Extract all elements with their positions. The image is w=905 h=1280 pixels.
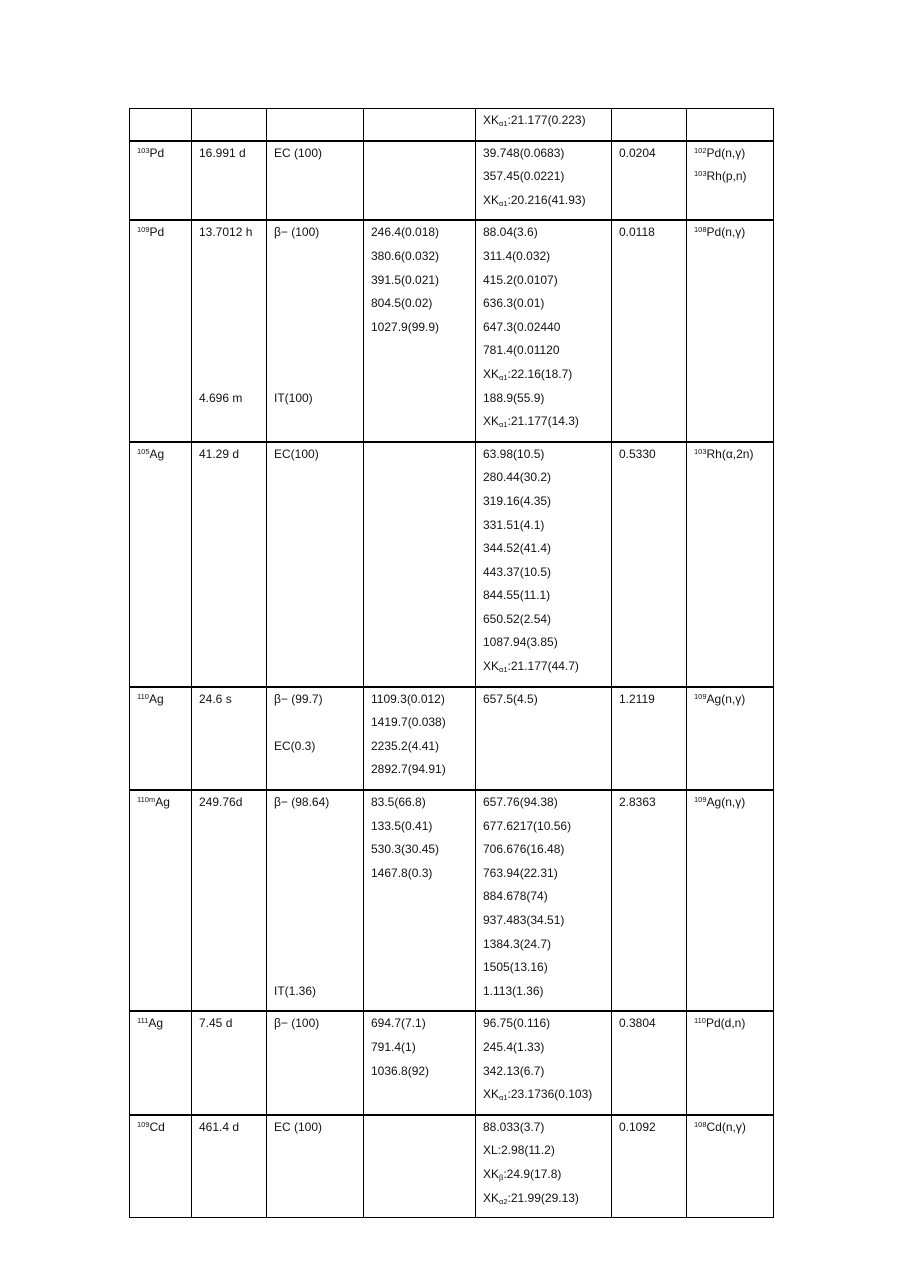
gamma-energy-value xyxy=(483,146,611,170)
gamma-subscript: β xyxy=(499,1172,504,1182)
gamma-energy-value xyxy=(483,494,611,518)
blank-line xyxy=(199,343,266,367)
gamma-energy-value xyxy=(483,1087,611,1111)
gamma-energy-value xyxy=(483,296,611,320)
gamma-energy-value xyxy=(483,1191,611,1215)
gamma-subscript: α1 xyxy=(499,665,508,675)
nuclide-label xyxy=(137,146,191,170)
table-row xyxy=(130,109,774,141)
gamma-text: 844.55(11.1) xyxy=(483,588,551,603)
gamma-energy-value xyxy=(483,913,611,937)
gamma-text: XL:2.98(11.2) xyxy=(483,1143,555,1158)
beta-energy-cell xyxy=(364,220,476,441)
gamma-subscript: α2 xyxy=(499,1196,508,1206)
production-reaction xyxy=(694,225,773,249)
production-reaction xyxy=(694,795,773,819)
decay-mode-value: EC (100) xyxy=(274,1119,323,1134)
gamma-energy-value xyxy=(483,113,611,137)
blank-line xyxy=(274,249,363,273)
gamma-energy-cell xyxy=(476,687,612,790)
production-text: Pd(n,γ) xyxy=(706,225,746,240)
beta-energy-value: 804.5(0.02) xyxy=(371,296,433,311)
production-cell xyxy=(687,220,774,441)
production-mass: 108 xyxy=(694,1119,707,1129)
gamma-text: 319.16(4.35) xyxy=(483,493,552,508)
gamma-energy-value xyxy=(483,320,611,344)
decay-mode-value: β− (98.64) xyxy=(274,795,330,810)
gamma-energy-value xyxy=(483,1040,611,1064)
production-cell xyxy=(687,1115,774,1218)
gamma-text: 188.9(55.9) xyxy=(483,390,545,405)
gamma-text: 650.52(2.54) xyxy=(483,611,552,626)
gamma-energy-value xyxy=(483,984,611,1008)
beta-energy-value: 380.6(0.032) xyxy=(371,248,440,263)
gamma-text: :21.177(14.3) xyxy=(507,414,579,429)
gamma-text: 884.678(74) xyxy=(483,889,548,904)
table-body xyxy=(130,109,774,1218)
gamma-energy-value xyxy=(483,343,611,367)
beta-energy-value: 391.5(0.021) xyxy=(371,272,440,287)
gamma-text: 88.04(3.6) xyxy=(483,225,538,240)
gamma-text: 636.3(0.01) xyxy=(483,296,545,311)
nuclide-mass: 111 xyxy=(137,1016,149,1026)
q-value-cell xyxy=(612,442,687,687)
gamma-text: 1.113(1.36) xyxy=(483,983,544,998)
decay-mode-value: β− (100) xyxy=(274,225,320,240)
blank-line xyxy=(274,819,363,843)
q-value-cell xyxy=(612,1115,687,1218)
q-value: 0.3804 xyxy=(619,1016,656,1031)
production-reaction xyxy=(694,1120,773,1144)
nuclide-label xyxy=(137,1120,191,1144)
gamma-text: :20.216(41.93) xyxy=(507,192,586,207)
decay-mode-cell xyxy=(267,141,364,221)
nuclide-mass: 110m xyxy=(137,795,156,805)
production-mass: 108 xyxy=(694,225,707,235)
nuclide-symbol: Pd xyxy=(149,145,165,160)
blank-line xyxy=(274,320,363,344)
gamma-text: XK xyxy=(483,1166,500,1181)
blank-line xyxy=(199,320,266,344)
gamma-text: :24.9(17.8) xyxy=(503,1166,562,1181)
gamma-energy-value xyxy=(483,249,611,273)
beta-energy-value: 1036.8(92) xyxy=(371,1063,430,1078)
gamma-energy-value xyxy=(483,1064,611,1088)
gamma-energy-value xyxy=(483,937,611,961)
gamma-text: :21.177(0.223) xyxy=(507,113,586,127)
blank-line xyxy=(274,842,363,866)
gamma-text: 245.4(1.33) xyxy=(483,1039,545,1054)
gamma-text: 763.94(22.31) xyxy=(483,865,558,880)
production-cell xyxy=(687,790,774,1011)
gamma-text: 39.748(0.0683) xyxy=(483,145,565,160)
beta-energy-cell xyxy=(364,790,476,1011)
nuclide-cell xyxy=(130,1115,192,1218)
gamma-text: 63.98(10.5) xyxy=(483,446,545,461)
gamma-text: 937.483(34.51) xyxy=(483,913,565,927)
production-mass: 103 xyxy=(694,169,707,179)
production-text: Rh(α,2n) xyxy=(706,446,754,461)
table-row xyxy=(130,790,774,1011)
production-mass: 102 xyxy=(694,145,707,155)
gamma-text: XK xyxy=(483,113,500,127)
gamma-text: 706.676(16.48) xyxy=(483,842,565,857)
halflife-cell xyxy=(192,442,267,687)
gamma-energy-value xyxy=(483,518,611,542)
beta-energy-value: 1109.3(0.012) xyxy=(371,691,445,706)
q-value-cell xyxy=(612,790,687,1011)
nuclide-cell xyxy=(130,141,192,221)
halflife-cell xyxy=(192,687,267,790)
gamma-energy-value xyxy=(483,819,611,843)
q-value-cell xyxy=(612,687,687,790)
halflife-cell xyxy=(192,790,267,1011)
nuclide-cell xyxy=(130,687,192,790)
production-mass: 110 xyxy=(694,1016,706,1026)
nuclide-mass: 103 xyxy=(137,145,150,155)
production-text: Cd(n,γ) xyxy=(706,1119,746,1134)
blank-line xyxy=(199,296,266,320)
q-value: 1.2119 xyxy=(619,691,655,706)
decay-mode-cell xyxy=(267,1011,364,1114)
nuclide-cell xyxy=(130,1011,192,1114)
beta-energy-value: 530.3(30.45) xyxy=(371,842,440,857)
nuclide-label xyxy=(137,795,191,819)
nuclide-mass: 109 xyxy=(137,1119,150,1129)
nuclide-symbol: Ag xyxy=(148,691,164,706)
nuclide-symbol: Ag xyxy=(148,1016,164,1031)
q-value-cell xyxy=(612,1011,687,1114)
table-row xyxy=(130,1115,774,1218)
blank-line xyxy=(274,937,363,961)
gamma-energy-value xyxy=(483,225,611,249)
gamma-text: :22.16(18.7) xyxy=(507,366,573,381)
blank-line xyxy=(274,715,363,739)
table-row xyxy=(130,687,774,790)
gamma-text: :21.99(29.13) xyxy=(507,1190,579,1205)
decay-mode-cell xyxy=(267,442,364,687)
gamma-energy-cell xyxy=(476,442,612,687)
gamma-energy-value xyxy=(483,391,611,415)
halflife-cell xyxy=(192,220,267,441)
beta-energy-cell xyxy=(364,687,476,790)
gamma-text: XK xyxy=(483,366,500,381)
production-text: Ag(n,γ) xyxy=(706,795,746,810)
gamma-energy-cell xyxy=(476,220,612,441)
gamma-text: 1384.3(24.7) xyxy=(483,936,552,951)
halflife-cell xyxy=(192,1011,267,1114)
beta-energy-value: 791.4(1) xyxy=(371,1039,416,1054)
gamma-energy-value xyxy=(483,1167,611,1191)
gamma-energy-value xyxy=(483,447,611,471)
gamma-text: 1505(13.16) xyxy=(483,960,548,975)
production-text: Pd(d,n) xyxy=(705,1016,746,1031)
nuclide-symbol: Pd xyxy=(149,225,165,240)
q-value: 2.8363 xyxy=(619,795,656,810)
beta-energy-value: 133.5(0.41) xyxy=(371,818,433,833)
gamma-text: 1087.94(3.85) xyxy=(483,635,558,650)
nuclide-mass: 110 xyxy=(137,691,149,701)
gamma-text: 443.37(10.5) xyxy=(483,564,552,579)
gamma-energy-value xyxy=(483,659,611,683)
gamma-text: 357.45(0.0221) xyxy=(483,169,565,184)
decay-mode-value: EC(100) xyxy=(274,446,319,461)
gamma-energy-value xyxy=(483,414,611,438)
nuclide-symbol: Cd xyxy=(149,1119,165,1134)
blank-line xyxy=(274,889,363,913)
gamma-text: 344.52(41.4) xyxy=(483,541,552,556)
table-row xyxy=(130,220,774,441)
beta-energy-value: 83.5(66.8) xyxy=(371,795,426,810)
decay-mode-value: EC (100) xyxy=(274,145,323,160)
gamma-energy-value xyxy=(483,612,611,636)
beta-energy-value: 1027.9(99.9) xyxy=(371,319,440,334)
decay-mode-cell xyxy=(267,220,364,441)
nuclide-mass: 105 xyxy=(137,446,150,456)
beta-energy-value: 2892.7(94.91) xyxy=(371,762,446,777)
q-value: 0.0204 xyxy=(619,145,656,160)
blank-line xyxy=(274,866,363,890)
gamma-text: 677.6217(10.56) xyxy=(483,818,572,833)
gamma-energy-cell xyxy=(476,109,612,141)
gamma-energy-cell xyxy=(476,1115,612,1218)
table-row xyxy=(130,141,774,221)
gamma-subscript: α1 xyxy=(499,1093,508,1103)
decay-mode-cell xyxy=(267,790,364,1011)
gamma-energy-value xyxy=(483,692,611,716)
production-reaction xyxy=(694,146,773,170)
gamma-text: 331.51(4.1) xyxy=(483,517,545,532)
gamma-subscript: α1 xyxy=(499,119,508,128)
gamma-subscript: α1 xyxy=(499,198,508,208)
gamma-text: XK xyxy=(483,1087,500,1102)
gamma-energy-value xyxy=(483,588,611,612)
blank-line xyxy=(199,273,266,297)
gamma-subscript: α1 xyxy=(499,372,508,382)
nuclide-cell xyxy=(130,442,192,687)
decay-mode-value: β− (100) xyxy=(274,1016,320,1031)
gamma-energy-value xyxy=(483,1120,611,1144)
nuclide-label xyxy=(137,447,191,471)
gamma-energy-value xyxy=(483,842,611,866)
blank-line xyxy=(274,343,363,367)
decay-mode-value: β− (99.7) xyxy=(274,691,323,706)
gamma-energy-value xyxy=(483,1143,611,1167)
production-mass: 109 xyxy=(694,691,707,701)
gamma-text: 657.5(4.5) xyxy=(483,691,538,706)
gamma-energy-value xyxy=(483,795,611,819)
decay-mode-value: EC(0.3) xyxy=(274,738,316,753)
blank-line xyxy=(199,367,266,391)
halflife-value: 13.7012 h xyxy=(199,225,253,240)
gamma-energy-value xyxy=(483,169,611,193)
gamma-energy-value xyxy=(483,470,611,494)
halflife-cell xyxy=(192,141,267,221)
production-reaction xyxy=(694,1016,773,1040)
gamma-text: 96.75(0.116) xyxy=(483,1016,551,1031)
nuclide-symbol: Ag xyxy=(149,446,165,461)
gamma-energy-value xyxy=(483,889,611,913)
production-text: Ag(n,γ) xyxy=(706,691,746,706)
gamma-subscript: α1 xyxy=(499,420,508,430)
decay-mode-value: IT(100) xyxy=(274,390,313,405)
nuclide-data-table xyxy=(129,108,774,1218)
nuclide-cell xyxy=(130,220,192,441)
nuclide-mass: 109 xyxy=(137,225,150,235)
gamma-energy-cell xyxy=(476,141,612,221)
beta-energy-value: 246.4(0.018) xyxy=(371,225,440,240)
gamma-text: :21.177(44.7) xyxy=(507,659,579,674)
q-value: 0.0118 xyxy=(619,225,655,240)
gamma-text: 342.13(6.7) xyxy=(483,1063,545,1078)
halflife-value: 461.4 d xyxy=(199,1119,240,1134)
gamma-text: XK xyxy=(483,414,500,429)
beta-energy-value: 1419.7(0.038) xyxy=(371,715,446,730)
nuclide-cell xyxy=(130,109,192,141)
gamma-text: 311.4(0.032) xyxy=(483,248,551,263)
production-text: Rh(p,n) xyxy=(706,169,747,184)
nuclide-label xyxy=(137,225,191,249)
gamma-energy-value xyxy=(483,273,611,297)
q-value: 0.1092 xyxy=(619,1119,656,1134)
gamma-energy-value xyxy=(483,635,611,659)
nuclide-symbol: Ag xyxy=(155,795,170,810)
gamma-text: XK xyxy=(483,1190,500,1205)
nuclide-label xyxy=(137,692,191,716)
beta-energy-value: 1467.8(0.3) xyxy=(371,865,433,880)
production-text: Pd(n,γ) xyxy=(706,145,746,160)
blank-line xyxy=(274,913,363,937)
gamma-energy-value xyxy=(483,541,611,565)
blank-line xyxy=(274,960,363,984)
decay-mode-value: IT(1.36) xyxy=(274,983,317,998)
decay-mode-cell xyxy=(267,687,364,790)
q-value-cell xyxy=(612,141,687,221)
beta-energy-cell xyxy=(364,442,476,687)
gamma-text: 647.3(0.02440 xyxy=(483,319,561,334)
gamma-energy-value xyxy=(483,866,611,890)
blank-line xyxy=(137,113,191,137)
decay-mode-cell xyxy=(267,109,364,141)
blank-line xyxy=(274,367,363,391)
blank-line xyxy=(274,273,363,297)
nuclide-cell xyxy=(130,790,192,1011)
halflife-value: 4.696 m xyxy=(199,390,243,405)
gamma-energy-value xyxy=(483,367,611,391)
gamma-energy-value xyxy=(483,1016,611,1040)
table-row xyxy=(130,442,774,687)
q-value-cell xyxy=(612,109,687,141)
q-value-cell xyxy=(612,220,687,441)
nuclide-label xyxy=(137,1016,191,1040)
gamma-text: 88.033(3.7) xyxy=(483,1119,545,1134)
gamma-energy-cell xyxy=(476,1011,612,1114)
gamma-energy-cell xyxy=(476,790,612,1011)
halflife-value: 16.991 d xyxy=(199,145,246,160)
production-cell xyxy=(687,1011,774,1114)
gamma-energy-value xyxy=(483,193,611,217)
production-reaction xyxy=(694,169,773,193)
beta-energy-value: 2235.2(4.41) xyxy=(371,738,440,753)
gamma-text: 657.76(94.38) xyxy=(483,795,558,810)
halflife-cell xyxy=(192,109,267,141)
beta-energy-cell xyxy=(364,109,476,141)
halflife-value: 249.76d xyxy=(199,795,243,810)
q-value: 0.5330 xyxy=(619,446,656,461)
production-cell xyxy=(687,141,774,221)
production-reaction xyxy=(694,447,773,471)
halflife-value: 7.45 d xyxy=(199,1016,233,1031)
blank-line xyxy=(274,296,363,320)
production-cell xyxy=(687,442,774,687)
gamma-text: 280.44(30.2) xyxy=(483,470,552,485)
beta-energy-cell xyxy=(364,1011,476,1114)
production-mass: 109 xyxy=(694,795,707,805)
production-cell xyxy=(687,109,774,141)
gamma-text: XK xyxy=(483,192,500,207)
gamma-text: 415.2(0.0107) xyxy=(483,272,558,287)
halflife-value: 41.29 d xyxy=(199,446,240,461)
production-reaction xyxy=(694,692,773,716)
table-row xyxy=(130,1011,774,1114)
gamma-text: :23.1736(0.103) xyxy=(507,1087,593,1102)
beta-energy-cell xyxy=(364,141,476,221)
gamma-energy-value xyxy=(483,565,611,589)
halflife-cell xyxy=(192,1115,267,1218)
gamma-energy-value xyxy=(483,960,611,984)
gamma-text: 781.4(0.01120 xyxy=(483,343,560,358)
beta-energy-cell xyxy=(364,1115,476,1218)
gamma-text: XK xyxy=(483,659,500,674)
beta-energy-value: 694.7(7.1) xyxy=(371,1016,426,1031)
production-mass: 103 xyxy=(694,446,707,456)
decay-mode-cell xyxy=(267,1115,364,1218)
halflife-value: 24.6 s xyxy=(199,691,232,706)
production-cell xyxy=(687,687,774,790)
blank-line xyxy=(199,249,266,273)
